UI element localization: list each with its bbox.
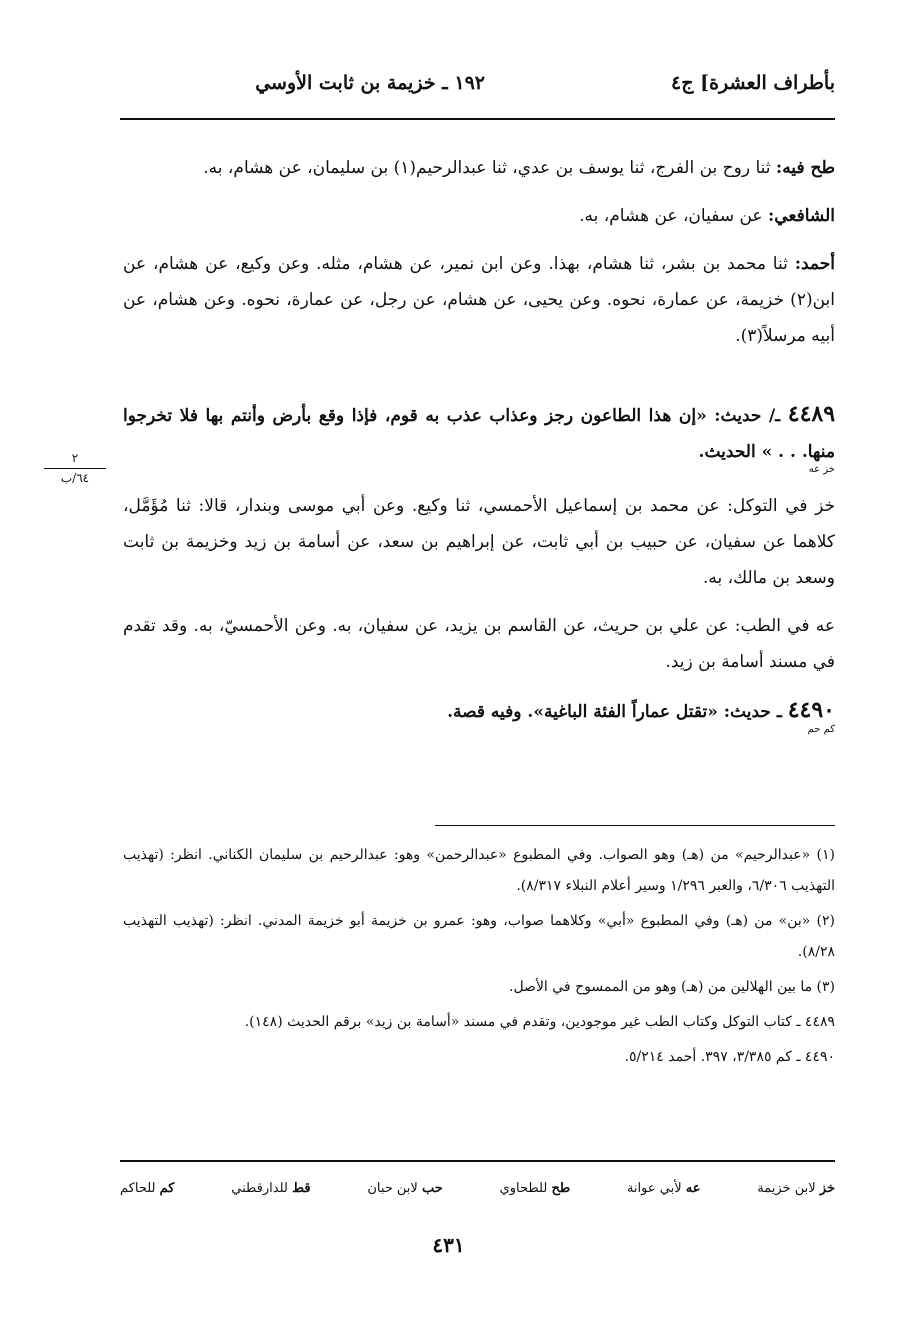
footnotes: [123, 840, 835, 1077]
legend-abbr: طح: [551, 1181, 571, 1196]
paragraph-text: ثنا روح بن الفرج، ثنا يوسف بن عدي، ثنا عبدالرحيم(١) بن سليمان، عن هشام، به.: [203, 158, 776, 178]
paragraph-ibn-khuzayma: [123, 488, 835, 596]
hadith-label: ـ حديث:: [717, 702, 788, 722]
hadith-text: «إن هذا الطاعون رجز وعذاب عذب به قوم، فإذا وقع بأرض وأنتم بها فلا تخرجوا منها. . . » الحديث.: [123, 406, 835, 462]
legend-text: لابن حبان: [367, 1181, 422, 1196]
footnote-3: (٣) ما بين الهلالين من (هـ) وهو من الممسوح في الأصل.: [509, 979, 835, 995]
margin-folio-note: [40, 450, 110, 487]
book-title: بأطراف العشرة] ج٤: [671, 72, 835, 94]
legend-text: للطحاوي: [499, 1181, 552, 1196]
paragraph-ahmad: [123, 246, 835, 354]
legend-abbr: خز: [819, 1181, 835, 1196]
footnote-2: (٢) «بن» من (هـ) وفي المطبوع «أبي» وكلاهما صواب، وهو: عمرو بن خزيمة أبو خزيمة المدني. انظر: (تهذيب التهذيب ٨/٢٨).: [123, 913, 835, 960]
footnote-1: (١) «عبدالرحيم» من (هـ) وهو الصواب. وفي المطبوع «عبدالرحمن» وهو: عبدالرحيم بن سليمان الكناني. انظر: (تهذيب التهذيب ٦/٣٠٦، والعبر ١/٢٩٦ وسير أعلام النبلاء ٨/٣١٧).: [123, 847, 835, 894]
legend-item: [120, 1178, 174, 1200]
hadith-number: ٤٤٨٩: [787, 401, 836, 427]
footnote-4489: ٤٤٨٩ ـ كتاب التوكل وكتاب الطب غير موجودين، وتقدم في مسند «أسامة بن زيد» برقم الحديث (١٤٨).: [244, 1014, 835, 1030]
paragraph-abu-awana: [123, 608, 835, 680]
hadith-4489: [123, 396, 835, 476]
paragraph-lead: خز في التوكل:: [727, 496, 835, 516]
paragraph-lead: عه في الطب:: [734, 616, 835, 636]
margin-note-bottom: ٦٤/ب: [60, 471, 90, 485]
paragraph-tahawi: [123, 150, 835, 186]
abbreviation-legend: [120, 1178, 835, 1200]
chapter-title: ١٩٢ ـ خزيمة بن ثابت الأوسي: [255, 72, 485, 94]
paragraph-shafii: [123, 198, 835, 234]
legend-text: للحاكم: [120, 1181, 160, 1196]
legend-text: لأبي عوانة: [626, 1181, 686, 1196]
section-gap: [123, 366, 835, 396]
legend-item: [231, 1178, 310, 1200]
footnote-4490: ٤٤٩٠ ـ كم ٣/٣٨٥، ٣٩٧. أحمد ٥/٢١٤.: [624, 1049, 835, 1065]
paragraph-lead: أحمد:: [794, 254, 835, 274]
legend-abbr: قط: [291, 1181, 311, 1196]
legend-rule: [120, 1160, 835, 1162]
paragraph-text: عن سفيان، عن هشام، به.: [579, 206, 768, 226]
legend-abbr: عه: [685, 1181, 701, 1196]
page-number: ٤٣١: [432, 1233, 465, 1257]
legend-text: للدارقطني: [231, 1181, 292, 1196]
hadith-sigla: كم حم: [807, 724, 835, 735]
legend-item: [367, 1178, 442, 1200]
legend-item: [757, 1178, 835, 1200]
main-text: [123, 150, 835, 748]
running-header: [120, 68, 835, 104]
hadith-text: «تقتل عماراً الفئة الباغية». وفيه قصة.: [447, 702, 718, 722]
paragraph-text: ثنا محمد بن بشر، ثنا هشام، بهذا. وعن ابن نمير، عن هشام، مثله. وعن وكيع، عن هشام، عن ابن(٢) خزيمة، عن عمارة، نحوه. وعن يحيى، عن هشام، عن رجل، عن عمارة، نحوه. وعن هشام، عن أبيه مرسلاً(٣).: [123, 254, 835, 346]
paragraph-lead: الشافعي:: [767, 206, 835, 226]
paragraph-lead: طح فيه:: [775, 158, 835, 178]
legend-abbr: حب: [421, 1181, 443, 1196]
header-rule: [120, 118, 835, 120]
legend-item: [500, 1178, 571, 1200]
footnote-separator: [435, 825, 835, 826]
legend-text: لابن خزيمة: [757, 1181, 820, 1196]
paragraph-text: عن محمد بن إسماعيل الأحمسي، ثنا وكيع. وعن أبي موسى وبندار، قالا: ثنا مُؤَمَّل، كلاهما عن سفيان، عن حبيب بن أبي ثابت، عن إبراهيم بن سعد، عن أسامة بن زيد وخزيمة بن ثابت وسعد بن مالك، به.: [123, 496, 835, 588]
hadith-4490: [123, 692, 835, 736]
legend-item: [627, 1178, 701, 1200]
margin-note-top: ٢: [71, 451, 79, 465]
hadith-sigla: خز عه: [808, 464, 835, 475]
margin-note-line: [44, 468, 106, 469]
hadith-label: ـ/ حديث:: [706, 406, 788, 426]
paragraph-text: عن علي بن حريث، عن القاسم بن يزيد، عن سفيان، به. وعن الأحمسيّ، به. وقد تقدم في مسند أسامة بن زيد.: [123, 616, 835, 672]
hadith-number: ٤٤٩٠: [787, 697, 835, 723]
legend-abbr: كم: [159, 1181, 175, 1196]
